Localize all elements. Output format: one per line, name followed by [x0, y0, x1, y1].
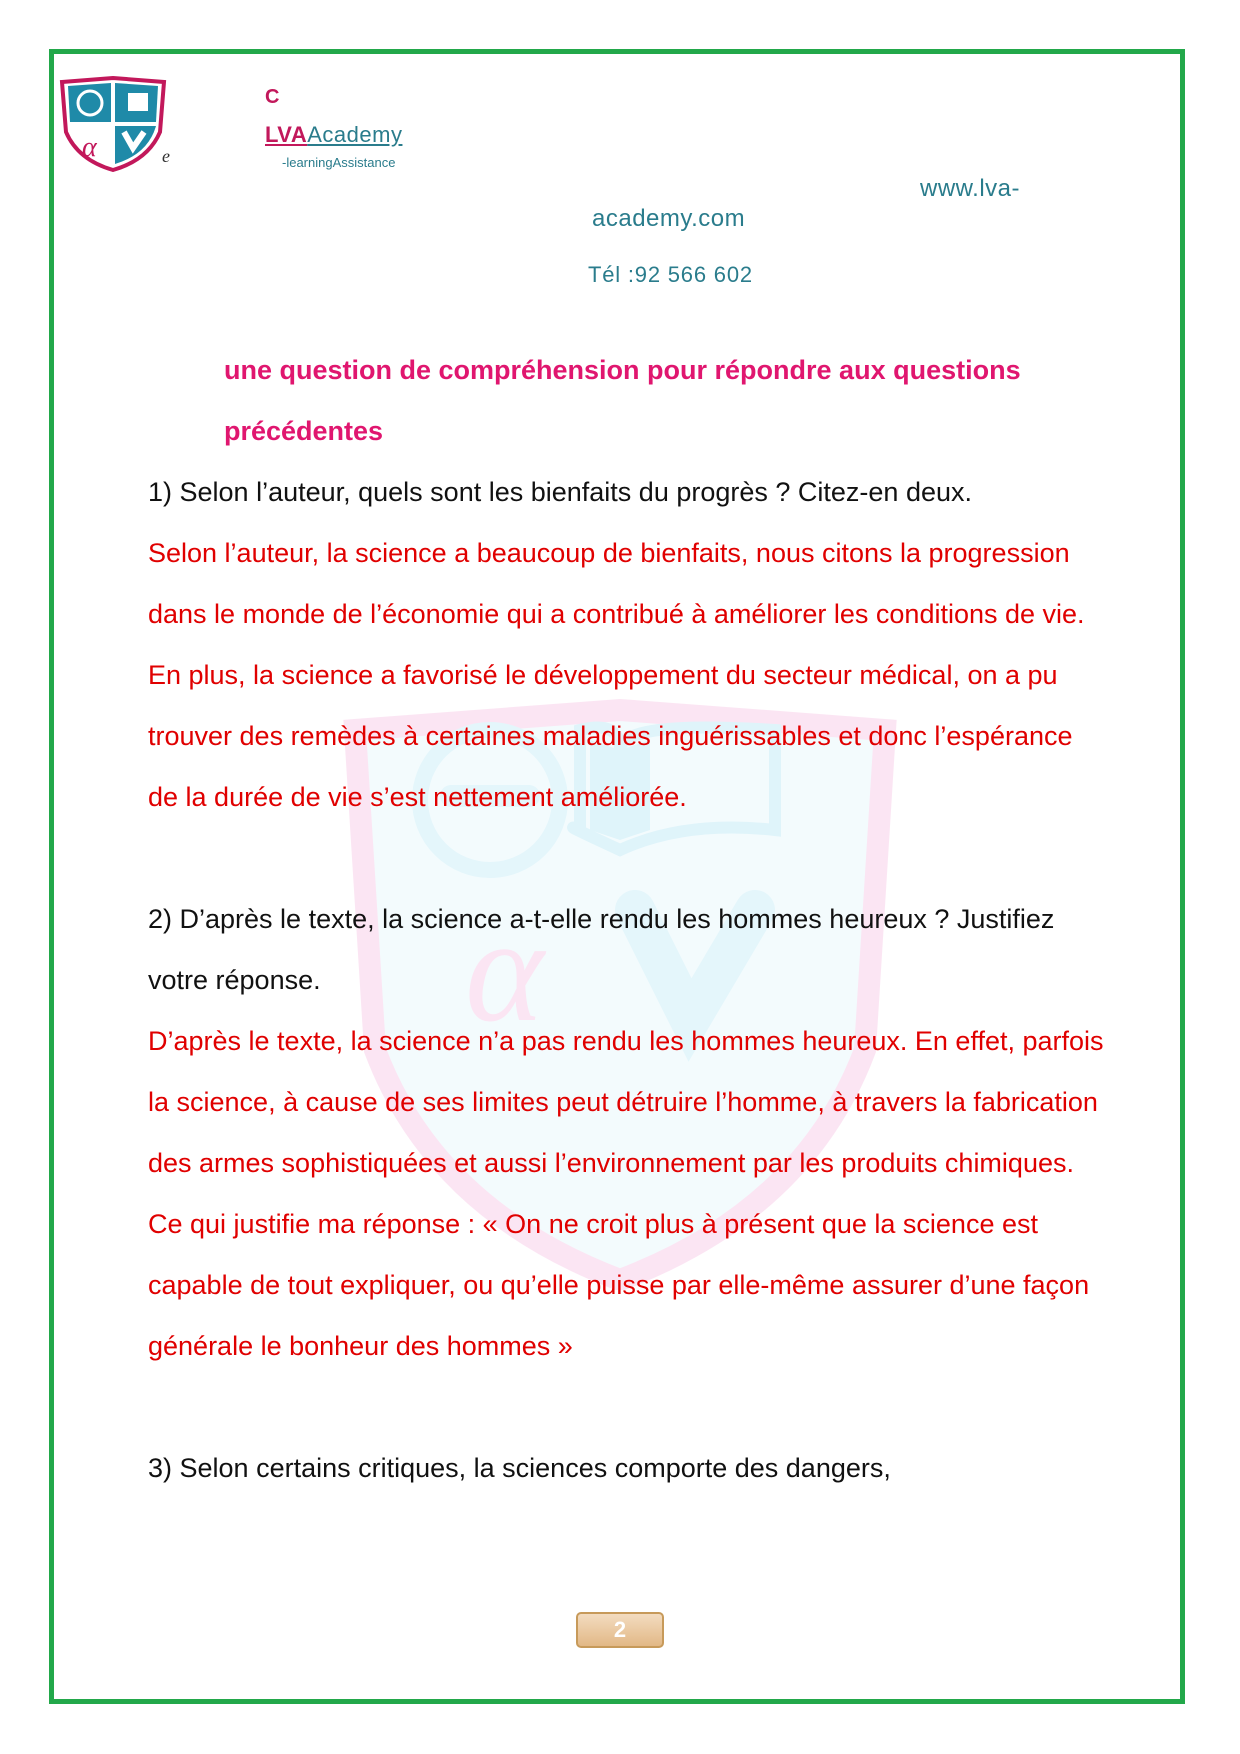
brand-initial: C	[265, 86, 280, 108]
website-url-part2: academy.com	[592, 205, 746, 232]
answer-2-quote: Ce qui justifie ma réponse : « On ne croit plus à présent que la science est capable de tout expliquer, ou qu’elle puisse par elle-même assurer d’une façon générale le bonheur des hommes »	[148, 1209, 1090, 1361]
svg-text:α: α	[465, 887, 544, 1053]
question-2: 2) D’après le texte, la science a-t-elle rendu les hommes heureux ? Justifiez votre réponse.	[148, 904, 1055, 995]
question-1: 1) Selon l’auteur, quels sont les bienfaits du progrès ? Citez-en deux.	[148, 477, 972, 507]
section-heading: une question de compréhension pour répondre aux questions précédentes	[224, 355, 1021, 446]
brand-name	[265, 122, 402, 148]
website-url-part1: www.lva-	[920, 175, 1021, 202]
answer-2: D’après le texte, la science n’a pas rendu les hommes heureux. En effet, parfois la science, à cause de ses limites peut détruire l’homme, à travers la fabrication des armes sophistiquées et aussi l’environnement par les produits chimiques.	[148, 1026, 1104, 1178]
brand-tagline: -learningAssistance	[282, 155, 396, 170]
brand-lva: LVA	[265, 122, 308, 147]
academy-logo-icon	[58, 76, 168, 172]
svg-text:α: α	[82, 132, 97, 163]
answer-1: Selon l’auteur, la science a beaucoup de bienfaits, nous citons la progression dans le monde de l’économie qui a contribué à améliorer les conditions de vie. En plus, la science a favorisé le développement du secteur médical, on a pu trouver des remèdes à certaines maladies inguérissables et donc l’espérance de la durée de vie s’est nettement améliorée.	[148, 538, 1085, 812]
spacer	[148, 828, 1108, 889]
telephone: Tél :92 566 602	[588, 262, 753, 287]
spacer	[148, 1377, 1108, 1438]
logo-letter: e	[162, 146, 170, 166]
page-number: 2	[576, 1612, 664, 1648]
question-3: 3) Selon certains critiques, la sciences comporte des dangers,	[148, 1453, 891, 1483]
brand-academy: Academy	[307, 122, 403, 147]
document-body	[148, 462, 1108, 1499]
